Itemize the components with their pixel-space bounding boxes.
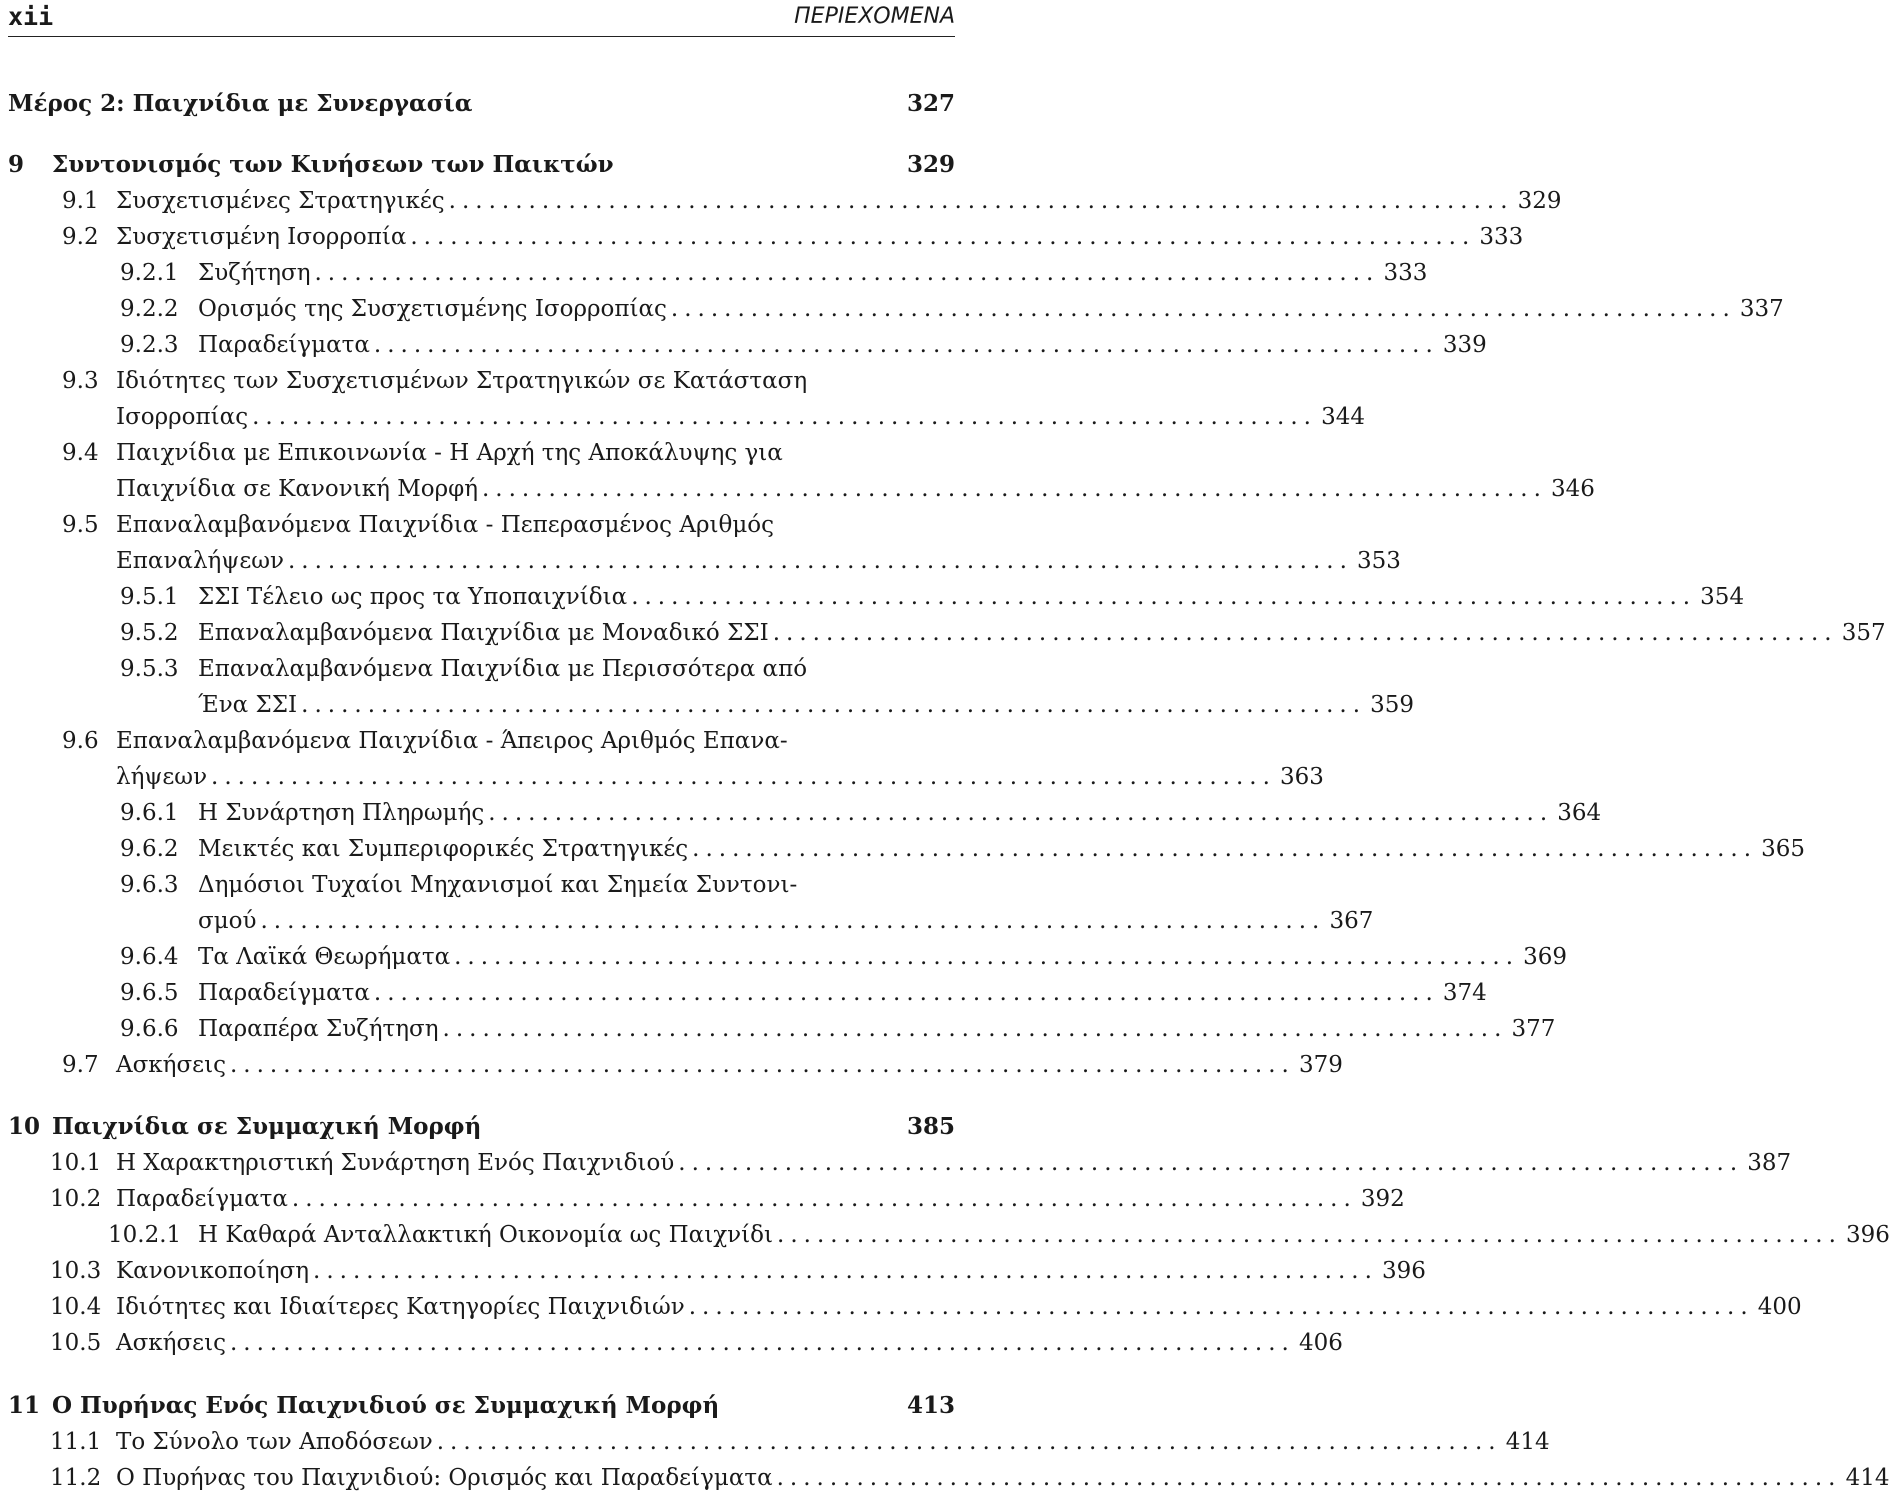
dot-leader: ................................................................................ — [442, 1016, 1508, 1042]
entry-title: Ασκήσεις — [116, 1330, 226, 1356]
entry-title: Συντονισμός των Κινήσεων των Παικτών — [52, 151, 614, 178]
entry-title: Η Συνάρτηση Πληρωμής — [198, 800, 485, 826]
entry-number: 11.1 — [50, 1429, 102, 1455]
entry-page-number: 327 — [906, 90, 955, 117]
dot-leader: ................................................................................ — [448, 188, 1514, 214]
entry-page-number: 365 — [1761, 836, 1806, 862]
entry-title: ΣΣΙ Τέλειο ως προς τα Υποπαιχνίδια — [198, 584, 628, 610]
dot-leader: ................................................................................ — [313, 1258, 1378, 1284]
dot-leader: ................................................................................ — [373, 332, 1439, 358]
entry-number: 9.4 — [62, 440, 99, 466]
dot-leader: ................................................................................ — [229, 1052, 1295, 1078]
entry-page-number: 396 — [1382, 1258, 1426, 1284]
entry-number: 9.2.3 — [120, 332, 179, 358]
entry-number: 11 — [8, 1392, 41, 1419]
entry-title: σμού — [198, 908, 257, 934]
entry-page-number: 333 — [1479, 224, 1524, 250]
dot-leader: ................................................................................ — [301, 692, 1367, 718]
dot-leader: ................................................................................ — [670, 296, 1736, 322]
dot-leader: ................................................................................ — [777, 1222, 1842, 1248]
dot-leader: ................................................................................ — [410, 224, 1476, 250]
page-number: xii — [8, 2, 54, 31]
entry-number: 9.6.4 — [120, 944, 179, 970]
entry-page-number: 413 — [906, 1392, 955, 1419]
entry-page-number: 363 — [1280, 764, 1324, 790]
entry-page-number: 414 — [1845, 1465, 1890, 1491]
dot-leader: ................................................................................ — [482, 476, 1547, 502]
entry-title: Η Καθαρά Ανταλλακτική Οικονομία ως Παιχνίδι — [198, 1222, 774, 1248]
entry-title: Επαναλαμβανόμενα Παιχνίδια με Περισσότερα από — [198, 656, 808, 682]
entry-number: 9.6.1 — [120, 800, 179, 826]
entry-title: λήψεων — [116, 764, 208, 790]
entry-page-number: 337 — [1739, 296, 1784, 322]
entry-page-number: 354 — [1700, 584, 1745, 610]
dot-leader: ................................................................................ — [631, 584, 1697, 610]
entry-page-number: 396 — [1846, 1222, 1890, 1248]
entry-title: Ιδιότητες και Ιδιαίτερες Κατηγορίες Παιχνιδιών — [116, 1294, 685, 1320]
entry-page-number: 374 — [1442, 980, 1487, 1006]
dot-leader: ................................................................................ — [252, 404, 1317, 430]
entry-title: Παραδείγματα — [198, 980, 370, 1006]
entry-page-number: 385 — [906, 1113, 955, 1140]
entry-page-number: 367 — [1329, 908, 1374, 934]
entry-page-number: 333 — [1383, 260, 1428, 286]
entry-page-number: 329 — [1517, 188, 1562, 214]
entry-page-number: 329 — [906, 151, 955, 178]
entry-number: 9 — [8, 151, 25, 178]
entry-number: 9.5.1 — [120, 584, 179, 610]
entry-page-number: 369 — [1523, 944, 1568, 970]
entry-title: Η Χαρακτηριστική Συνάρτηση Ενός Παιχνιδιού — [116, 1150, 675, 1176]
dot-leader: ................................................................................ — [436, 1429, 1502, 1455]
dot-leader: ................................................................................ — [776, 1465, 1842, 1491]
entry-page-number: 357 — [1841, 620, 1886, 646]
header-rule — [8, 36, 955, 37]
entry-number: 10 — [8, 1113, 41, 1140]
dot-leader: ................................................................................ — [678, 1150, 1744, 1176]
dot-leader: ................................................................................ — [288, 548, 1353, 574]
entry-title: Μέρος 2: Παιχνίδια με Συνεργασία — [8, 90, 473, 117]
entry-page-number: 406 — [1298, 1330, 1343, 1356]
entry-number: 9.1 — [62, 188, 99, 214]
entry-page-number: 414 — [1505, 1429, 1550, 1455]
entry-number: 9.2.2 — [120, 296, 179, 322]
entry-number: 10.2.1 — [108, 1222, 182, 1248]
entry-page-number: 400 — [1757, 1294, 1802, 1320]
entry-title: Ένα ΣΣΙ — [198, 692, 298, 718]
entry-title: Επαναλαμβανόμενα Παιχνίδια - Άπειρος Αριθμός Επανα- — [116, 728, 788, 754]
entry-number: 10.2 — [50, 1186, 102, 1212]
entry-title: Συσχετισμένη Ισορροπία — [116, 224, 407, 250]
page-header — [8, 0, 955, 32]
dot-leader: ................................................................................ — [772, 620, 1838, 646]
entry-number: 10.3 — [50, 1258, 102, 1284]
dot-leader: ................................................................................ — [488, 800, 1554, 826]
dot-leader: ................................................................................ — [688, 1294, 1754, 1320]
dot-leader: ................................................................................ — [373, 980, 1439, 1006]
entry-number: 10.1 — [50, 1150, 102, 1176]
entry-page-number: 377 — [1511, 1016, 1556, 1042]
entry-page-number: 387 — [1747, 1150, 1792, 1176]
entry-title: Παιχνίδια με Επικοινωνία - Η Αρχή της Αποκάλυψης για — [116, 440, 783, 466]
entry-number: 9.2 — [62, 224, 99, 250]
entry-page-number: 392 — [1360, 1186, 1405, 1212]
entry-number: 10.5 — [50, 1330, 102, 1356]
entry-title: Ο Πυρήνας Ενός Παιχνιδιού σε Συμμαχική Μορφή — [52, 1392, 720, 1419]
entry-number: 9.6.5 — [120, 980, 179, 1006]
entry-number: 10.4 — [50, 1294, 102, 1320]
entry-number: 9.7 — [62, 1052, 99, 1078]
entry-title: Ασκήσεις — [116, 1052, 226, 1078]
entry-title: Παραπέρα Συζήτηση — [198, 1016, 439, 1042]
dot-leader: ................................................................................ — [692, 836, 1758, 862]
dot-leader: ................................................................................ — [454, 944, 1520, 970]
entry-page-number: 353 — [1356, 548, 1401, 574]
dot-leader: ................................................................................ — [229, 1330, 1295, 1356]
dot-leader: ................................................................................ — [314, 260, 1380, 286]
entry-title: Ιδιότητες των Συσχετισμένων Στρατηγικών σε Κατάσταση — [116, 368, 808, 394]
entry-number: 9.5.3 — [120, 656, 179, 682]
entry-title: Τα Λαϊκά Θεωρήματα — [198, 944, 451, 970]
entry-title: Ο Πυρήνας του Παιχνιδιού: Ορισμός και Παραδείγματα — [116, 1465, 773, 1491]
entry-title: Επαναλήψεων — [116, 548, 284, 574]
entry-number: 9.6.2 — [120, 836, 179, 862]
entry-title: Επαναλαμβανόμενα Παιχνίδια - Πεπερασμένος Αριθμός — [116, 512, 775, 538]
entry-page-number: 339 — [1442, 332, 1487, 358]
entry-number: 9.5 — [62, 512, 99, 538]
entry-page-number: 379 — [1298, 1052, 1343, 1078]
dot-leader: ................................................................................ — [291, 1186, 1357, 1212]
entry-title: Παραδείγματα — [198, 332, 370, 358]
entry-title: Συσχετισμένες Στρατηγικές — [116, 188, 445, 214]
entry-title: Μεικτές και Συμπεριφορικές Στρατηγικές — [198, 836, 689, 862]
entry-title: Επαναλαμβανόμενα Παιχνίδια με Μοναδικό ΣΣΙ — [198, 620, 769, 646]
entry-number: 9.2.1 — [120, 260, 179, 286]
entry-title: Κανονικοποίηση — [116, 1258, 310, 1284]
entry-number: 11.2 — [50, 1465, 102, 1491]
entry-title: Παιχνίδια σε Κανονική Μορφή — [116, 476, 478, 502]
entry-page-number: 346 — [1550, 476, 1595, 502]
entry-number: 9.6.3 — [120, 872, 179, 898]
entry-number: 9.6.6 — [120, 1016, 179, 1042]
entry-title: Το Σύνολο των Αποδόσεων — [116, 1429, 433, 1455]
entry-number: 9.6 — [62, 728, 99, 754]
entry-number: 9.5.2 — [120, 620, 179, 646]
entry-title: Συζήτηση — [198, 260, 311, 286]
entry-title: Δημόσιοι Τυχαίοι Μηχανισμοί και Σημεία Συντονι- — [198, 872, 798, 898]
running-title: ΠΕΡΙΕΧΟΜΕΝΑ — [794, 4, 955, 29]
entry-title: Ισορροπίας — [116, 404, 249, 430]
entry-title: Παραδείγματα — [116, 1186, 288, 1212]
dot-leader: ................................................................................ — [211, 764, 1276, 790]
dot-leader: ................................................................................ — [260, 908, 1326, 934]
entry-page-number: 344 — [1321, 404, 1365, 430]
entry-page-number: 359 — [1370, 692, 1415, 718]
entry-number: 9.3 — [62, 368, 99, 394]
entry-title: Παιχνίδια σε Συμμαχική Μορφή — [52, 1113, 482, 1140]
entry-title: Ορισμός της Συσχετισμένης Ισορροπίας — [198, 296, 667, 322]
entry-page-number: 364 — [1557, 800, 1602, 826]
